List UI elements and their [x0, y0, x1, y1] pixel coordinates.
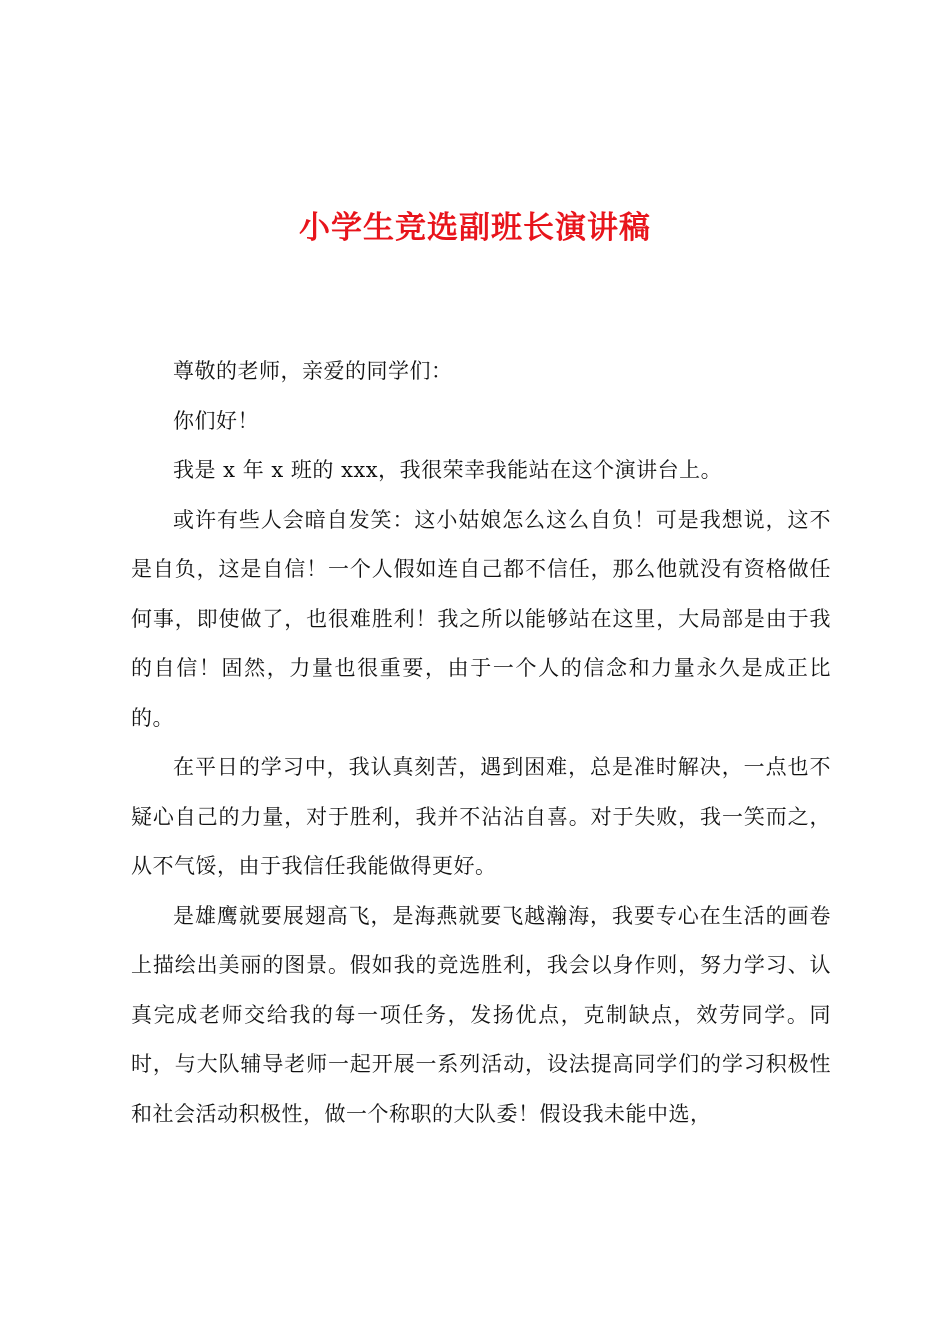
paragraph-greeting: 尊敬的老师，亲爱的同学们：: [173, 359, 453, 383]
paragraph-study: 在平日的学习中，我认真刻苦，遇到困难，总是准时解决，一点也不疑心自己的力量，对于胜利，我并不沾沾自喜。对于失败，我一笑而之，从不气馁，由于我信任我能做得更好。: [131, 755, 831, 878]
paragraph-confidence: 或许有些人会暗自发笑：这小姑娘怎么这么自负！可是我想说，这不是自负，这是自信！一个人假如连自己都不信任，那么他就没有资格做任何事，即使做了，也很难胜利！我之所以能够站在这里，大局部是由于我的自信！固然，力量也很重要，由于一个人的信念和力量永久是成正比的。: [131, 507, 831, 730]
paragraph-promise: 是雄鹰就要展翅高飞，是海燕就要飞越瀚海，我要专心在生活的画卷上描绘出美丽的图景。假如我的竞选胜利，我会以身作则，努力学习、认真完成老师交给我的每一项任务，发扬优点，克制缺点，效劳同学。同时，与大队辅导老师一起开展一系列活动，设法提高同学们的学习积极性和社会活动积极性，做一个称职的大队委！假设我未能中选，: [131, 903, 831, 1126]
document-title: 小学生竞选副班长演讲稿: [299, 210, 651, 246]
paragraph-intro: 我是 x 年 x 班的 xxx，我很荣幸我能站在这个演讲台上。: [173, 458, 723, 482]
document-body: [131, 347, 831, 1139]
paragraph-hello: 你们好！: [173, 408, 259, 433]
